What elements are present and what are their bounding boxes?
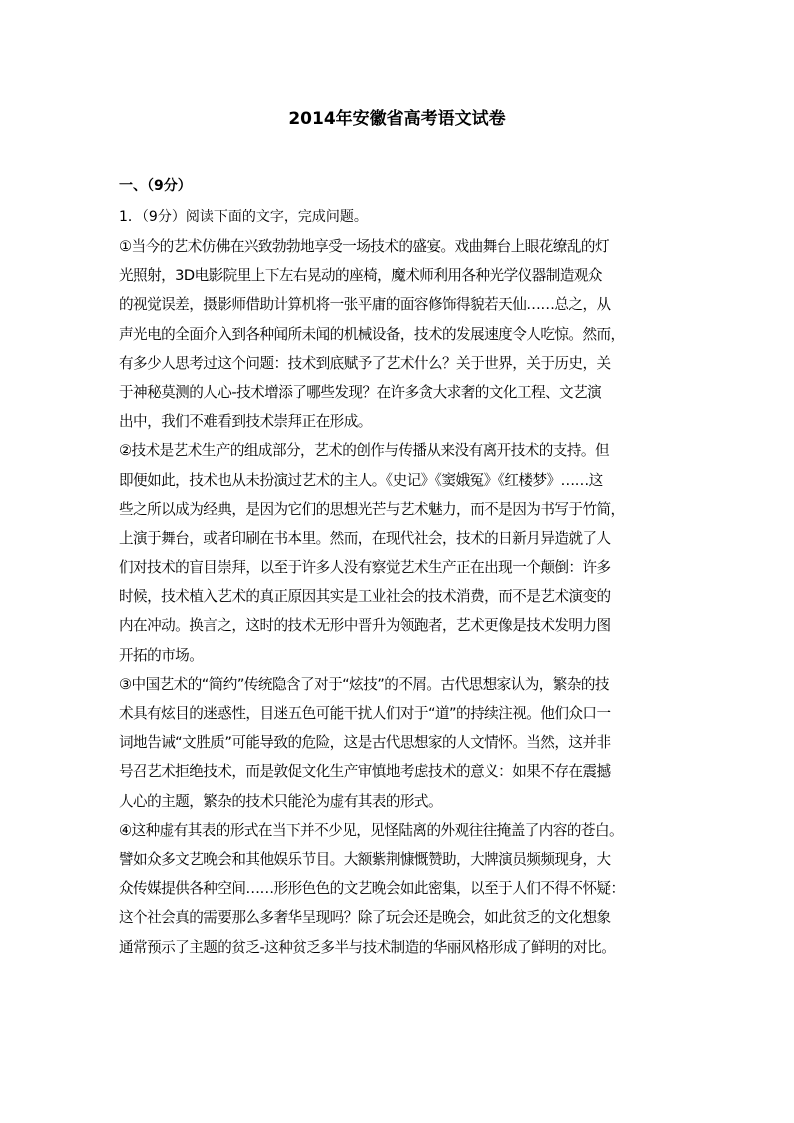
passage-line: 众传媒提供各种空间……形形色色的文艺晚会如此密集，以至于人们不得不怀疑： <box>119 880 625 898</box>
passage-line: 光照射，3D电影院里上下左右晃动的座椅，魔术师利用各种光学仪器制造观众 <box>119 267 602 285</box>
passage-line: 于神秘莫测的人心-技术增添了哪些发现？在许多贪大求奢的文化工程、文艺演 <box>119 383 602 401</box>
passage-line: 出中，我们不难看到技术崇拜正在形成。 <box>119 413 372 431</box>
passage-line: 词地告诫“文胜质”可能导致的危险，这是古代思想家的人文情怀。当然，这并非 <box>119 734 611 752</box>
passage-line: ①当今的艺术仿佛在兴致勃勃地享受一场技术的盛宴。戏曲舞台上眼花缭乱的灯 <box>119 238 610 255</box>
passage-line: 内在冲动。换言之，这时的技术无形中晋升为领跑者，艺术更像是技术发明力图 <box>119 617 611 635</box>
passage-line: ③中国艺术的“简约”传统隐含了对于“炫技”的不屑。古代思想家认为，繁杂的技 <box>119 675 609 693</box>
section-heading: 一、（9分） <box>119 178 192 194</box>
passage-line: 譬如众多文艺晚会和其他娱乐节目。大额紫荆慷慨赞助，大牌演员频频现身，大 <box>119 850 611 868</box>
passage-line: 的视觉误差，摄影师借助计算机将一张平庸的面容修饰得貌若天仙……总之，从 <box>119 296 611 314</box>
passage-line: 术具有炫目的迷惑性，目迷五色可能干扰人们对于“道”的持续注视。他们众口一 <box>119 705 611 722</box>
passage-line: 些之所以成为经典，是因为它们的思想光芒与艺术魅力，而不是因为书写于竹简， <box>119 500 625 518</box>
passage-line: 即便如此，技术也从未扮演过艺术的主人。《史记》《窦娥冤》《红楼梦》……这 <box>119 471 603 489</box>
passage-line: ②技术是艺术生产的组成部分，艺术的创作与传播从来没有离开技术的支持。但 <box>119 442 610 460</box>
passage-line: 声光电的全面介入到各种闻所未闻的机械设备，技术的发展速度令人吃惊。然而， <box>119 325 625 343</box>
passage-line: 开拓的市场。 <box>119 646 204 664</box>
exam-title: 2014年安徽省高考语文试卷 <box>288 109 506 129</box>
passage-line: 人心的主题，繁杂的技术只能沦为虚有其表的形式。 <box>119 792 443 810</box>
passage-line: 时候，技术植入艺术的真正原因其实是工业社会的技术消费，而不是艺术演变的 <box>119 588 611 606</box>
passage-line: 这个社会真的需要那么多奢华呈现吗？除了玩会还是晚会，如此贫乏的文化想象 <box>119 909 611 927</box>
passage-line: ④这种虚有其表的形式在当下并不少见，见怪陆离的外观往往掩盖了内容的苍白。 <box>119 821 624 839</box>
passage-line: 上演于舞台，或者印刷在书本里。然而，在现代社会，技术的日新月异造就了人 <box>119 529 611 547</box>
passage-body <box>119 232 679 962</box>
passage-line: 们对技术的盲目崇拜，以至于许多人没有察觉艺术生产正在出现一个颠倒：许多 <box>119 559 611 577</box>
passage-line: 通常预示了主题的贫乏-这种贫乏多半与技术制造的华丽风格形成了鲜明的对比。 <box>119 938 616 956</box>
passage-line: 有多少人思考过这个问题：技术到底赋予了艺术什么？关于世界，关于历史，关 <box>119 354 611 372</box>
passage-line: 号召艺术拒绝技术，而是敦促文化生产审慎地考虑技术的意义：如果不存在震撼 <box>119 763 611 781</box>
question-intro: 1．（9分）阅读下面的文字，完成问题。 <box>119 209 368 225</box>
